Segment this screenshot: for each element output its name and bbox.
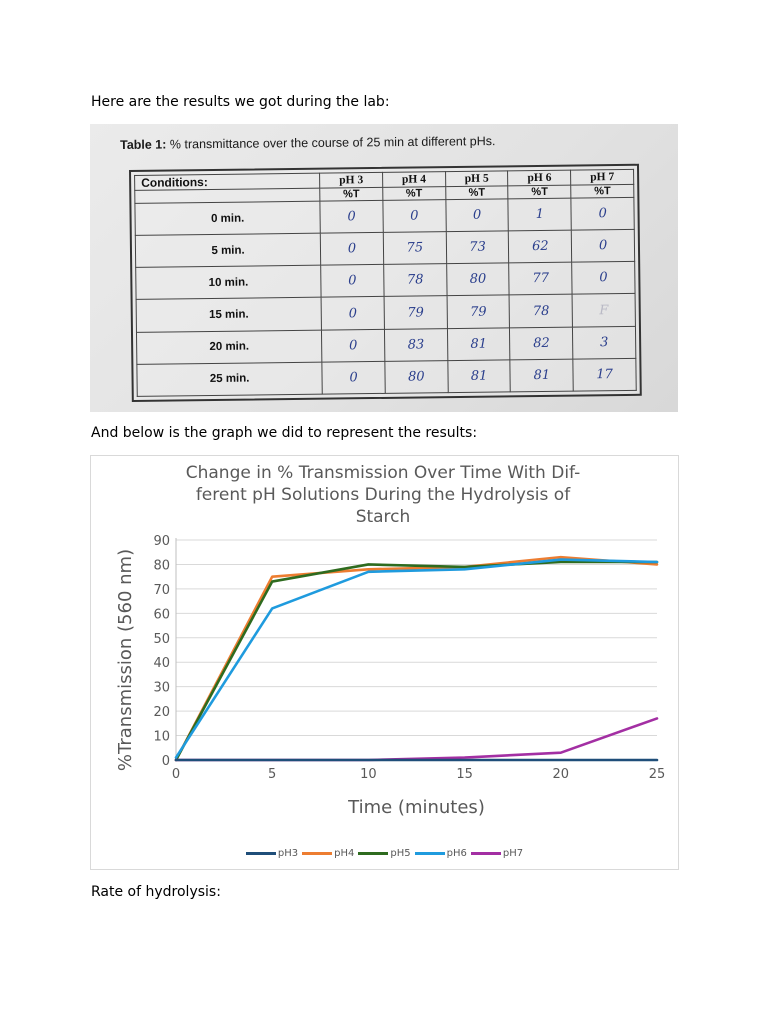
table-row bbox=[137, 358, 636, 396]
transmittance-value: 79 bbox=[384, 296, 447, 329]
chart-title-line: Change in % Transmission Over Time With Dif- bbox=[185, 463, 581, 483]
transmittance-value: 62 bbox=[509, 230, 572, 263]
chart-title-line: ferent pH Solutions During the Hydrolysis of bbox=[195, 485, 571, 505]
transmittance-value: 81 bbox=[448, 360, 511, 393]
transmittance-value: F bbox=[572, 294, 635, 327]
y-tick-label: 70 bbox=[153, 582, 170, 598]
legend-item bbox=[246, 848, 298, 859]
series-line-ph7 bbox=[176, 718, 657, 760]
time-label: 5 min. bbox=[135, 233, 321, 267]
transmittance-value: 0 bbox=[322, 329, 385, 362]
x-tick-label: 20 bbox=[552, 767, 570, 782]
column-header: pH 3 bbox=[320, 172, 383, 188]
transmittance-value: 0 bbox=[321, 297, 384, 330]
series-line-ph5 bbox=[176, 562, 657, 760]
transmission-chart bbox=[90, 455, 679, 870]
unit-subheader: %T bbox=[383, 187, 446, 201]
unit-subheader: %T bbox=[508, 185, 571, 199]
transmittance-value: 0 bbox=[321, 265, 384, 298]
graph-intro-text: And below is the graph we did to represent the results: bbox=[91, 425, 478, 441]
time-label: 20 min. bbox=[136, 330, 322, 364]
series-line-ph4 bbox=[176, 557, 657, 760]
legend-item bbox=[358, 848, 410, 859]
unit-subheader: %T bbox=[445, 186, 508, 200]
transmittance-value: 17 bbox=[573, 358, 636, 391]
transmittance-value: 83 bbox=[384, 328, 447, 361]
column-header: pH 5 bbox=[445, 171, 508, 187]
y-tick-label: 60 bbox=[153, 607, 170, 623]
x-tick-label: 25 bbox=[648, 767, 666, 782]
legend-swatch bbox=[246, 852, 276, 855]
time-label: 15 min. bbox=[136, 298, 322, 332]
transmittance-value: 0 bbox=[320, 200, 383, 233]
chart-legend bbox=[91, 848, 678, 859]
transmittance-value: 3 bbox=[573, 326, 636, 359]
transmittance-value: 0 bbox=[571, 197, 634, 230]
y-tick-label: 40 bbox=[153, 656, 170, 672]
legend-item bbox=[471, 848, 523, 859]
conditions-header: Conditions: bbox=[135, 173, 320, 190]
y-tick-label: 90 bbox=[153, 534, 170, 549]
transmittance-value: 77 bbox=[509, 262, 572, 295]
table-caption-label: Table 1: bbox=[120, 137, 167, 152]
y-tick-label: 80 bbox=[153, 558, 170, 574]
transmittance-value: 78 bbox=[510, 295, 573, 328]
legend-label: pH7 bbox=[502, 848, 524, 859]
legend-label: pH6 bbox=[446, 848, 467, 859]
time-label: 0 min. bbox=[135, 201, 321, 235]
table-caption bbox=[120, 134, 496, 152]
legend-item bbox=[302, 848, 354, 859]
legend-swatch bbox=[302, 852, 332, 855]
legend-label: pH5 bbox=[390, 848, 411, 859]
y-tick-label: 20 bbox=[153, 705, 170, 721]
y-tick-label: 50 bbox=[153, 631, 170, 647]
transmittance-value: 81 bbox=[447, 327, 510, 360]
y-axis-title: %Transmission (560 nm) bbox=[115, 548, 136, 772]
transmittance-value: 78 bbox=[384, 264, 447, 297]
legend-label: pH4 bbox=[334, 848, 355, 859]
chart-plot bbox=[91, 456, 678, 869]
transmittance-value: 80 bbox=[446, 263, 509, 296]
lab-table-frame bbox=[129, 164, 642, 402]
transmittance-value: 79 bbox=[447, 295, 510, 328]
column-header: pH 6 bbox=[508, 170, 571, 186]
column-header: pH 7 bbox=[571, 169, 634, 185]
table-caption-text: % transmittance over the course of 25 min at different pHs. bbox=[166, 134, 496, 152]
transmittance-value: 75 bbox=[383, 232, 446, 265]
lab-results-table bbox=[134, 169, 637, 397]
x-axis-title: Time (minutes) bbox=[348, 797, 485, 818]
legend-item bbox=[415, 848, 467, 859]
x-tick-label: 15 bbox=[456, 767, 473, 782]
time-label: 25 min. bbox=[137, 362, 323, 396]
legend-swatch bbox=[471, 852, 501, 855]
column-header: pH 4 bbox=[382, 172, 445, 188]
legend-label: pH3 bbox=[277, 848, 299, 859]
transmittance-value: 0 bbox=[320, 233, 383, 266]
unit-subheader: %T bbox=[571, 184, 634, 198]
chart-title-line: Starch bbox=[355, 507, 411, 527]
transmittance-value: 0 bbox=[446, 199, 509, 232]
y-tick-label: 10 bbox=[153, 729, 170, 745]
transmittance-value: 1 bbox=[508, 198, 571, 231]
x-tick-label: 5 bbox=[268, 767, 277, 782]
transmittance-value: 0 bbox=[571, 229, 634, 262]
transmittance-value: 73 bbox=[446, 231, 509, 264]
transmittance-value: 0 bbox=[322, 361, 385, 394]
intro-text: Here are the results we got during the lab: bbox=[91, 94, 390, 110]
lab-table-photo bbox=[90, 124, 678, 412]
legend-swatch bbox=[358, 852, 388, 855]
transmittance-value: 81 bbox=[510, 359, 573, 392]
transmittance-value: 82 bbox=[510, 327, 573, 360]
transmittance-value: 0 bbox=[383, 200, 446, 233]
y-tick-label: 30 bbox=[153, 680, 170, 696]
x-tick-label: 0 bbox=[171, 767, 181, 782]
rate-heading: Rate of hydrolysis: bbox=[91, 884, 221, 900]
time-label: 10 min. bbox=[136, 265, 322, 299]
x-tick-label: 10 bbox=[360, 767, 377, 782]
legend-swatch bbox=[415, 852, 445, 855]
transmittance-value: 0 bbox=[572, 262, 635, 295]
y-tick-label: 0 bbox=[161, 754, 170, 769]
unit-subheader: %T bbox=[320, 187, 383, 201]
transmittance-value: 80 bbox=[385, 360, 448, 393]
